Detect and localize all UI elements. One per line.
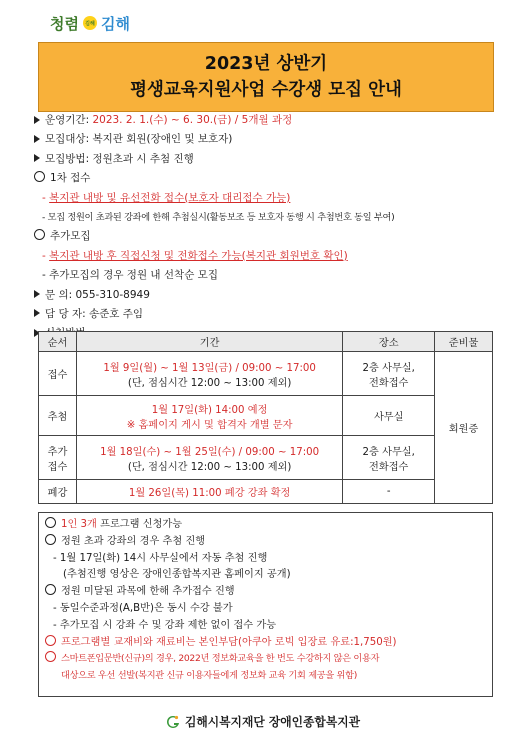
period-cell: 1월 18일(수) ~ 1월 25일(수) / 09:00 ~ 17:00 (단, 점심시간 12:00 ~ 13:00 제외) [76, 436, 342, 480]
header-step: 순서 [39, 332, 77, 352]
header-place: 장소 [343, 332, 435, 352]
contact-row: 문 의: 055-310-8949 [34, 286, 494, 305]
method-row: 모집방법: 정원초과 시 추첨 진행 [34, 150, 494, 169]
footer [0, 713, 526, 730]
city-logo [50, 10, 130, 36]
place-cell: 2층 사무실, 전화접수 [343, 436, 435, 480]
place-cell: 사무실 [343, 396, 435, 436]
table-row [39, 480, 493, 504]
logo-text-1: 청렴 [50, 14, 79, 33]
circle-bullet-icon [45, 635, 56, 646]
period-value: 2023. 2. 1.(수) ~ 6. 30.(금) / 5개월 과정 [92, 114, 293, 126]
extra-item-a: - 복지관 내방 후 직접신청 및 전화접수 가능(복지관 회원번호 확인) [42, 249, 348, 262]
extra-heading: 추가모집 [34, 227, 494, 246]
note-1: 1인 3개 프로그램 신청가능 [45, 517, 486, 534]
logo-text-2: 김해 [100, 14, 130, 33]
banner-line-1: 2023년 상반기 [204, 54, 328, 74]
supplies-cell: 회원증 [435, 352, 493, 504]
step-cell: 폐강 [39, 480, 77, 504]
note-2: 정원 초과 강좌의 경우 추첨 진행 [45, 534, 486, 551]
circle-bullet-icon [45, 584, 56, 595]
note-2-b: (추첨진행 영상은 장애인종합복지관 홈페이지 공개) [63, 569, 291, 581]
round1-heading: 1차 접수 [34, 169, 494, 188]
notes-box [38, 512, 493, 697]
place-cell: 2층 사무실, 전화접수 [343, 352, 435, 396]
circle-bullet-icon [45, 517, 56, 528]
round1-item-b: - 모집 정원이 초과된 강좌에 한해 추첨실시(활동보조 등 보호자 동행 시 추첨번호 동일 부여) [42, 211, 395, 223]
triangle-bullet-icon [34, 135, 40, 143]
note-5: 스마트폰입문반(신규)의 경우, 2022년 정보화교육을 한 번도 수강하지 않은 이용자 [45, 651, 486, 668]
triangle-bullet-icon [34, 290, 40, 298]
banner-line-2: 평생교육지원사업 수강생 모집 안내 [130, 80, 402, 100]
header-period: 기간 [76, 332, 342, 352]
step-cell: 추첨 [39, 396, 77, 436]
extra-item-b: - 추가모집의 경우 정원 내 선착순 모집 [42, 269, 218, 282]
round1-item-a: - 복지관 내방 및 유선전화 접수(보호자 대리접수 가능) [42, 191, 291, 204]
footer-text: 김해시복지재단 장애인종합복지관 [184, 715, 361, 729]
title-banner [38, 42, 494, 112]
manager-row: 담 당 자: 송준호 주임 [34, 305, 494, 324]
circle-bullet-icon [45, 651, 56, 662]
triangle-bullet-icon [34, 309, 40, 317]
period-cell: 1월 17일(화) 14:00 예정 ※ 홈페이지 게시 및 합격자 개별 문자 [76, 396, 342, 436]
place-cell: - [343, 480, 435, 504]
period-row: 운영기간: 2023. 2. 1.(수) ~ 6. 30.(금) / 5개월 과정 [34, 111, 494, 130]
note-5-b: 대상으로 우선 선발(복지관 신규 이용자들에게 정보화 교육 기회 제공을 위함) [61, 670, 357, 682]
circle-bullet-icon [34, 171, 45, 182]
note-4: 프로그램별 교재비와 재료비는 본인부담(아쿠아 로빅 입장료 유료:1,750원) [45, 635, 486, 652]
triangle-bullet-icon [34, 154, 40, 162]
note-2-a: - 1월 17일(화) 14시 사무실에서 자동 추첨 진행 [53, 552, 268, 564]
circle-bullet-icon [34, 229, 45, 240]
target-row: 모집대상: 복지관 회원(장애인 및 보호자) [34, 130, 494, 149]
table-header-row [39, 332, 493, 352]
note-3: 정원 미달된 과목에 한해 추가접수 진행 [45, 584, 486, 601]
period-cell: 1월 9일(월) ~ 1월 13일(금) / 09:00 ~ 17:00 (단, 점심시간 12:00 ~ 13:00 제외) [76, 352, 342, 396]
table-row [39, 396, 493, 436]
period-cell: 1월 26일(목) 11:00 폐강 강좌 확정 [76, 480, 342, 504]
logo-badge: 김해 [83, 16, 97, 30]
schedule-table [38, 331, 493, 504]
foundation-logo-icon [166, 715, 180, 729]
step-cell: 추가 접수 [39, 436, 77, 480]
table-row [39, 352, 493, 396]
note-3-b: - 추가모집 시 강좌 수 및 강좌 제한 없이 접수 가능 [53, 619, 277, 631]
circle-bullet-icon [45, 534, 56, 545]
table-row [39, 436, 493, 480]
triangle-bullet-icon [34, 116, 40, 124]
note-3-a: - 동일수준과정(A,B반)은 동시 수강 불가 [53, 602, 233, 614]
header-supplies: 준비물 [435, 332, 493, 352]
step-cell: 접수 [39, 352, 77, 396]
info-section [34, 111, 494, 344]
